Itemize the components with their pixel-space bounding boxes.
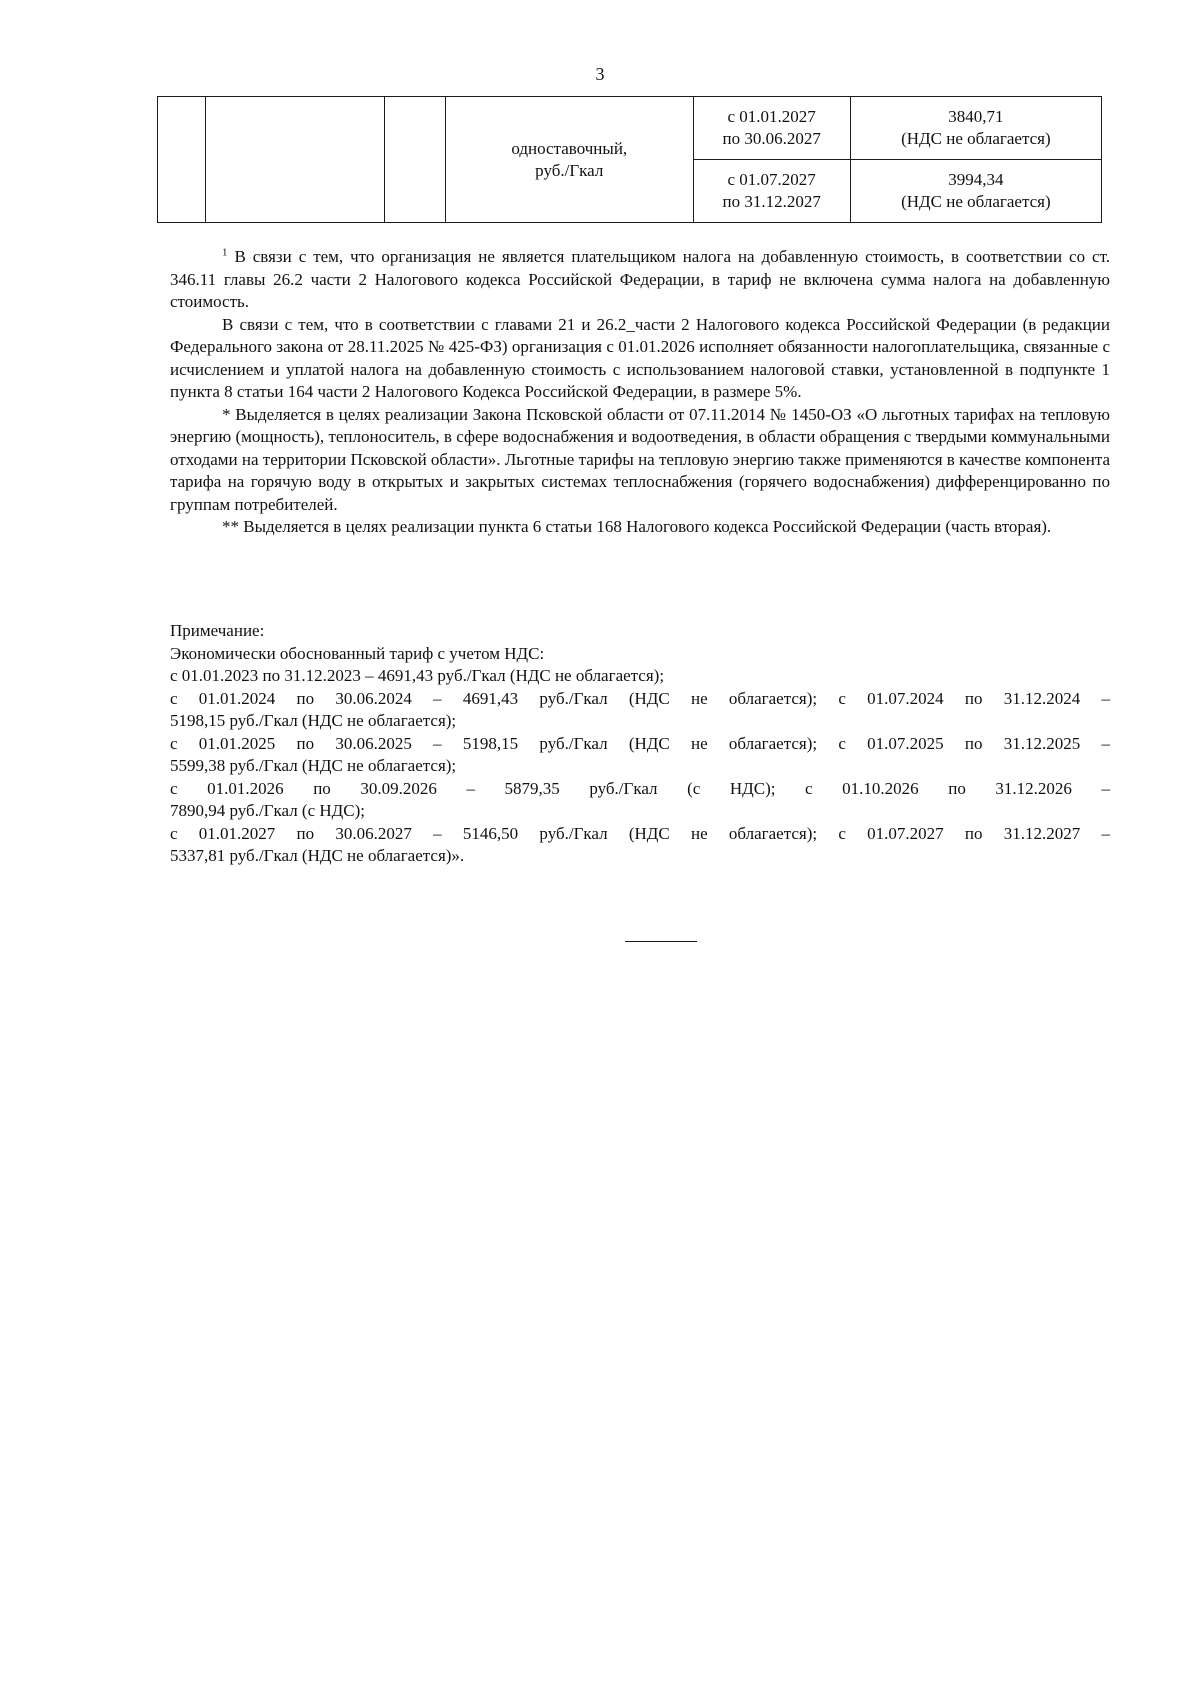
tariff-value: 3994,34	[948, 170, 1004, 189]
table-row	[158, 97, 1102, 160]
period-cell	[693, 160, 850, 223]
page-number: 3	[595, 64, 605, 84]
remark-item: 7890,94 руб./Гкал (с НДС);	[170, 801, 365, 820]
rate-label: одноставочный,	[511, 138, 628, 158]
footnote-2: В связи с тем, что в соответствии с главами 21 и 26.2_части 2 Налогового кодекса Российской Федерации (в редакции Федерального закона от 28.11.2025 № 425-ФЗ) организация с 01.01.2026 исполняет обязанности налогоплательщика, связанные с исчислением и уплатой налога на добавленную стоимость с использованием налоговой ставки, установленной в подпункте 1 пункта 8 статьи 164 части 2 Налогового Кодекса Российской Федерации, в размере 5%.	[170, 314, 1110, 401]
remark-item: с 01.01.2026 по 30.09.2026 – 5879,35 руб./Гкал (с НДС); с 01.10.2026 по 31.12.2026 –	[170, 778, 1110, 798]
value-cell	[850, 160, 1101, 223]
remark-item: 5337,81 руб./Гкал (НДС не облагается)».	[170, 846, 465, 865]
period-from: с 01.01.2027	[727, 107, 816, 126]
tariff-value: 3840,71	[948, 107, 1004, 126]
remark-item: 5599,38 руб./Гкал (НДС не облагается);	[170, 756, 457, 775]
period-to: по 31.12.2027	[722, 192, 821, 211]
table-cell-empty	[384, 97, 445, 223]
footnote-asterisk: * Выделяется в целях реализации Закона Псковской области от 07.11.2014 № 1450-ОЗ «О льготных тарифах на тепловую энергию (мощность), теплоноситель, в сфере водоснабжения и водоотведения, в области обращения с твердыми коммунальными отходами на территории Псковской области». Льготные тарифы на тепловую энергию также применяются в качестве компонента тарифа на горячую воду в открытых и закрытых системах теплоснабжения (горячего водоснабжения) дифференцированно по группам потребителей.	[170, 404, 1110, 514]
end-divider	[625, 941, 697, 942]
table-cell-empty	[206, 97, 384, 223]
footnote-1	[170, 246, 1110, 314]
remark-item: с 01.01.2024 по 30.06.2024 – 4691,43 руб./Гкал (НДС не облагается); с 01.07.2024 по 31.12.2024 –	[170, 688, 1110, 708]
tariff-table	[157, 96, 1102, 223]
rate-type-cell	[445, 97, 693, 223]
remark-item: 5198,15 руб./Гкал (НДС не облагается);	[170, 711, 457, 730]
footnotes	[170, 246, 1110, 539]
footnote-double-asterisk: ** Выделяется в целях реализации пункта 6 статьи 168 Налогового кодекса Российской Федерации (часть вторая).	[222, 517, 1052, 536]
vat-note: (НДС не облагается)	[901, 192, 1051, 211]
remark-subheading: Экономически обоснованный тариф с учетом НДС:	[170, 643, 545, 663]
remark-item: с 01.01.2023 по 31.12.2023 – 4691,43 руб./Гкал (НДС не облагается);	[170, 666, 665, 685]
period-to: по 30.06.2027	[722, 129, 821, 148]
rate-unit: руб./Гкал	[535, 160, 604, 180]
footnote-1-text: В связи с тем, что организация не является плательщиком налога на добавленную стоимость, в соответствии со ст. 346.11 главы 26.2 части 2 Налогового кодекса Российской Федерации, в тариф не включена сумма налога на добавленную стоимость.	[170, 247, 1110, 311]
remark-item: с 01.01.2027 по 30.06.2027 – 5146,50 руб./Гкал (НДС не облагается); с 01.07.2027 по 31.12.2027 –	[170, 823, 1110, 843]
remark-heading: Примечание:	[170, 621, 265, 640]
remark-item: с 01.01.2025 по 30.06.2025 – 5198,15 руб./Гкал (НДС не облагается); с 01.07.2025 по 31.12.2025 –	[170, 733, 1110, 753]
footnote-marker: 1	[222, 246, 228, 259]
vat-note: (НДС не облагается)	[901, 129, 1051, 148]
table-cell-empty	[158, 97, 206, 223]
value-cell	[850, 97, 1101, 160]
period-cell	[693, 97, 850, 160]
remark-section	[170, 620, 1110, 868]
period-from: с 01.07.2027	[727, 170, 816, 189]
